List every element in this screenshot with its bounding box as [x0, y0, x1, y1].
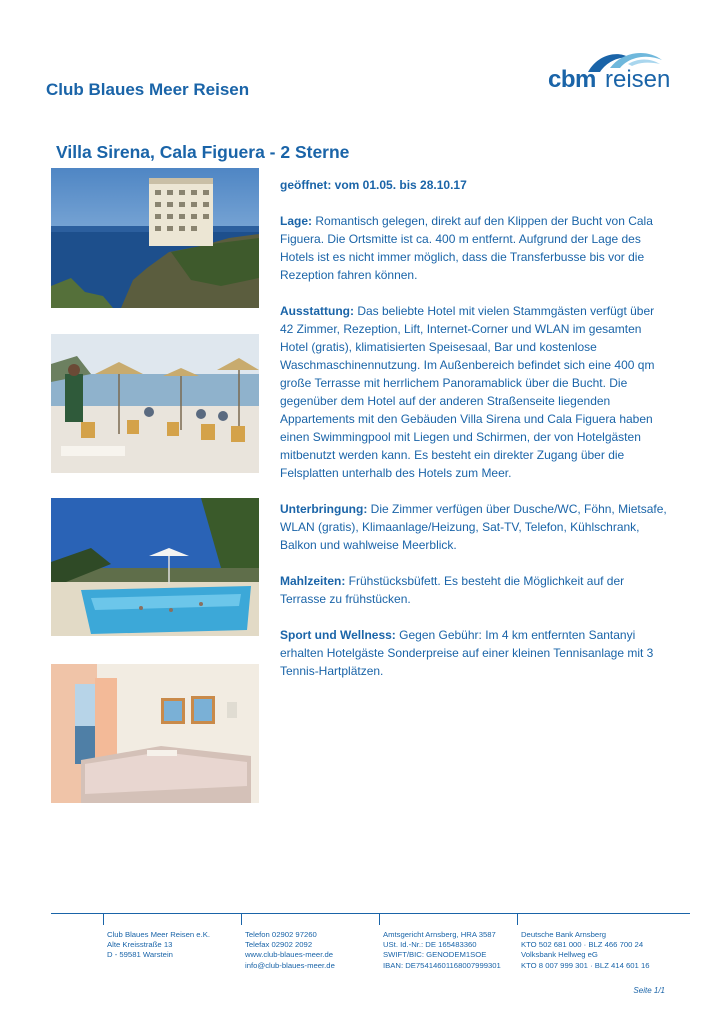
section-text: Das beliebte Hotel mit vielen Stammgästen verfügt über 42 Zimmer, Rezeption, Lift, Internet-Corner und WLAN im gesamten Hotel (gratis), klimatisierten Speisesaal, Bar und kostenlose Waschmaschinennutzung. Im Außenbereich befindet sich eine 400 qm große Terrasse mit herrlichem Panoramablick über die Bucht. Die gegenüber dem Hotel auf der anderen Straßenseite liegenden Appartements mit den Gebäuden Villa Sirena und Cala Figuera haben einen Swimmingpool mit Liegen und Schirmen, der von Hotelgästen mitbenutzt werden kann. Es besteht ein direkter Zugang über die Felsplatten unterhalb des Hotels zum Meer. [280, 304, 655, 480]
footer-swift: SWIFT/BIC: GENODEM1SOE [383, 950, 487, 960]
footer-company-street: Alte Kreisstraße 13 [107, 940, 173, 950]
section-text: Gegen Gebühr: Im 4 km entfernten Santanyi erhalten Hotelgäste Sonderpreise auf einer kleinen Tennisanlage mit 3 Tennis-Hartplätzen. [280, 628, 654, 678]
footer-vat-id: USt. Id.-Nr.: DE 165483360 [383, 940, 477, 950]
logo-cbm: cbm [548, 66, 596, 93]
footer-company [107, 930, 210, 961]
footer-contact [245, 930, 335, 971]
footer-divider-tick [517, 913, 518, 925]
company-logo [548, 50, 671, 96]
footer-bank [521, 930, 650, 971]
logo-reisen: reisen [605, 66, 671, 93]
section-ausstattung [280, 302, 670, 482]
section-mahlzeiten [280, 572, 670, 608]
hotel-description [280, 176, 670, 698]
footer-bank-1-account: KTO 502 681 000 · BLZ 466 700 24 [521, 940, 644, 950]
footer-divider-tick [103, 913, 104, 925]
footer-company-name: Club Blaues Meer Reisen e.K. [107, 930, 210, 939]
photo-hotel-cliff [51, 168, 259, 308]
hotel-title: Villa Sirena, Cala Figuera - 2 Sterne [56, 142, 350, 162]
footer-bank-1: Deutsche Bank Arnsberg [521, 930, 607, 939]
footer-phone: Telefon 02902 97260 [245, 930, 317, 939]
footer-divider-tick [379, 913, 380, 925]
opening-dates: geöffnet: vom 01.05. bis 28.10.17 [280, 178, 467, 192]
footer-iban: IBAN: DE75414601168007999301 [383, 960, 501, 970]
footer-website-link[interactable]: www.club-blaues-meer.de [245, 950, 334, 960]
section-text: Romantisch gelegen, direkt auf den Klippen der Bucht von Cala Figuera. Die Ortsmitte ist ca. 400 m entfernt. Aufgrund der Lage des Hotels ist es nicht immer möglich, dass die Transferbusse bis vor die Rezeption fahren können. [280, 214, 653, 282]
photo-room [51, 664, 259, 803]
section-unterbringung [280, 500, 670, 554]
section-label: Unterbringung: [280, 502, 368, 516]
footer-court: Amtsgericht Arnsberg, HRA 3587 [383, 930, 496, 939]
section-label: Mahlzeiten: [280, 574, 346, 588]
brand-title: Club Blaues Meer Reisen [46, 80, 250, 99]
section-lage [280, 212, 670, 284]
photo-pool [51, 498, 259, 636]
footer-email-link[interactable]: info@club-blaues-meer.de [245, 960, 335, 970]
section-sport [280, 626, 670, 680]
photo-terrace [51, 334, 259, 473]
section-label: Sport und Wellness: [280, 628, 396, 642]
footer-divider [51, 913, 690, 914]
section-text: Die Zimmer verfügen über Dusche/WC, Föhn, Mietsafe, WLAN (gratis), Klimaanlage/Heizung, Sat-TV, Telefon, Kühlschrank, Balkon und wahlweise Meerblick. [280, 502, 667, 552]
footer-company-city: D - 59581 Warstein [107, 950, 173, 960]
section-label: Lage: [280, 214, 313, 228]
section-text: Frühstücksbüfett. Es besteht die Möglichkeit auf der Terrasse zu frühstücken. [280, 574, 625, 606]
page-number: Seite 1/1 [633, 986, 665, 995]
footer-bank-2: Volksbank Hellweg eG [521, 950, 598, 960]
footer-legal [383, 930, 501, 971]
footer-bank-2-account: KTO 8 007 999 301 · BLZ 414 601 16 [521, 960, 650, 970]
footer-fax: Telefax 02902 2092 [245, 940, 313, 950]
section-label: Ausstattung: [280, 304, 354, 318]
footer-divider-tick [241, 913, 242, 925]
